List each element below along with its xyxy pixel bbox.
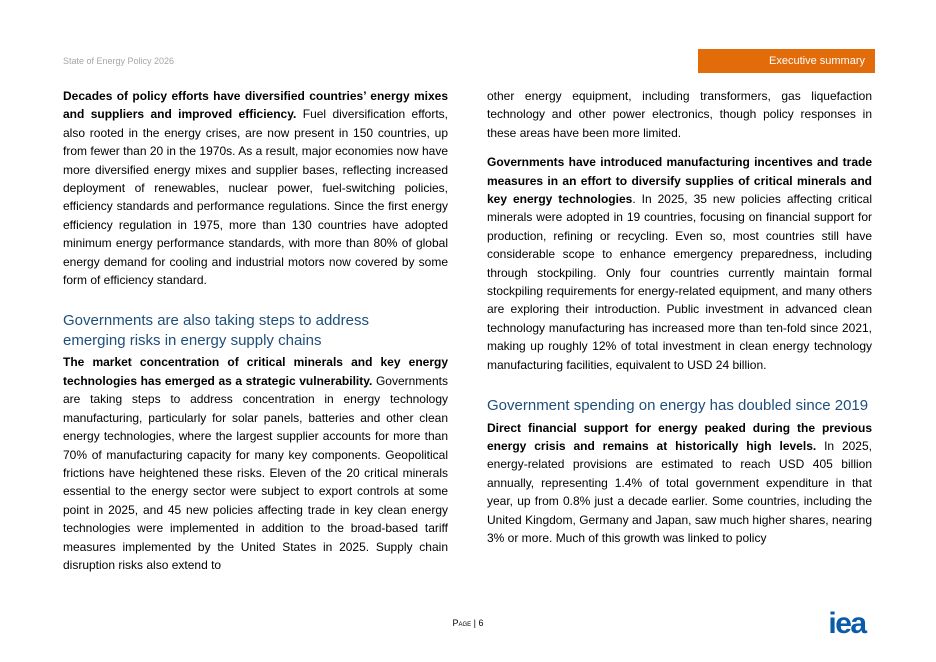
section-heading-supply-chains: Governments are also taking steps to address emerging risks in energy supply chains [63,312,369,349]
page-separator: | [471,618,479,628]
paragraph-other-equipment [487,87,872,142]
paragraph-body: Fuel diversification efforts, also rooted in the energy crises, are now present in 150 countries, up from fewer than 20 in the 1970s. As a result, major economies now have more diversified energy mixes and supplier bases, reflecting increased deployment of renewables, nuclear power, fuel-switching policies, efficiency standards and performance regulations. Since the first energy efficiency regulation in 1975, more than 130 countries have adopted minimum energy performance standards, with more than 80% of global energy demand for cooling and industrial motors now covered by some form of efficiency standard. [63,107,448,288]
page-label: Page [452,618,472,628]
svg-text:iea: iea [828,610,866,636]
paragraph-market-concentration [63,353,448,574]
paragraph-body: Governments are taking steps to address concentration in energy technology manufacturing, particularly for solar panels, batteries and other clean energy technologies, where the largest supplier accounts for more than 70% of manufacturing capacity for many key components. Geopolitical frictions have heightened these risks. Eleven of the 20 critical minerals essential to the energy sector were subject to export controls at some point in 2025, and 45 new policies affecting trade in key clean energy technologies were implemented in addition to the broad-based tariff measures implemented by the United States in 2025. Supply chain disruption risks also extend to [63,373,448,572]
paragraph-body: In 2025, energy-related provisions are estimated to reach USD 405 billion annually, representing 1.4% of total government expenditure in that year, up from 0.8% just a decade earlier. Some countries, including the United Kingdom, Germany and Japan, saw much higher shares, nearing 3% or more. Much of this growth was linked to policy [487,439,872,546]
paragraph-financial-support [487,419,872,548]
paragraph-body: other energy equipment, including transformers, gas liquefaction technology and other power electronics, though policy responses in these areas have been more limited. [487,89,872,140]
paragraph-lead: The market concentration of critical minerals and key energy technologies has emerged as a strategic vulnerability. [63,355,448,388]
left-column [63,87,448,574]
paragraph-diversification [63,87,448,289]
report-title: State of Energy Policy 2026 [63,56,175,66]
paragraph-manufacturing-incentives [487,153,872,374]
section-tab: Executive summary [698,49,875,73]
paragraph-lead: Decades of policy efforts have diversified countries’ energy mixes and suppliers and improved efficiency. [63,89,448,122]
section-heading-government-spending: Government spending on energy has doubled since 2019 [487,397,869,415]
paragraph-body: . In 2025, 35 new policies affecting critical minerals were adopted in 19 countries, focusing on financial support for production, refining or recycling. Even so, most countries still have considerable scope to enhance emergency preparedness, including through stockpiling. Only four countries currently maintain formal stockpiling requirements for energy-related equipment, and many others are exploring their introduction. Public investment in advanced clean technology manufacturing has increased more than ten-fold since 2021, making up roughly 12% of total investment in clean energy technology manufacturing facilities, equivalent to USD 24 billion. [487,192,872,372]
page-number [0,618,936,628]
iea-logo [820,610,874,636]
page-number-value: 6 [478,618,484,628]
right-column [487,87,872,547]
paragraph-lead: Governments have introduced manufacturing incentives and trade measures in an effort to diversify supplies of critical minerals and key energy technologies [487,155,872,207]
paragraph-lead: Direct financial support for energy peaked during the previous energy crisis and remains at historically high levels. [487,420,872,453]
